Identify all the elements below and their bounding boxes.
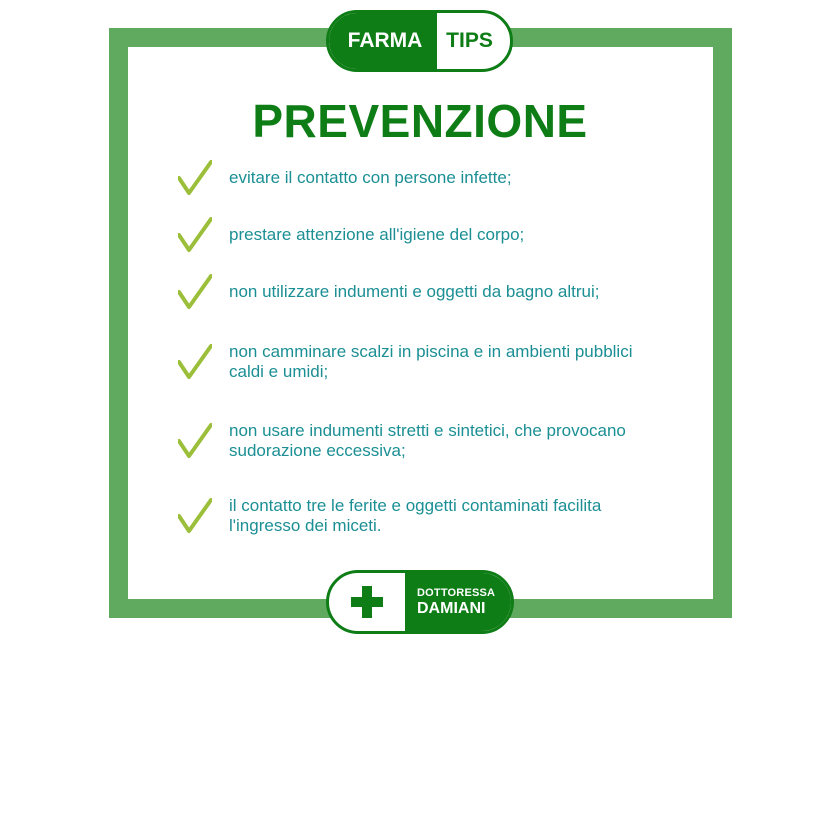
check-icon [178, 344, 212, 380]
check-icon [178, 217, 212, 253]
logo-tips-label: TIPS [446, 29, 493, 52]
tip-item [178, 274, 648, 310]
check-icon [178, 274, 212, 310]
tip-item [178, 217, 648, 253]
farma-tips-logo [326, 10, 513, 72]
tip-item [178, 342, 648, 382]
doctor-surname: DAMIANI [417, 599, 486, 617]
logo-farma-label: FARMA [329, 13, 437, 69]
plus-icon-shape [349, 584, 385, 620]
tip-item [178, 496, 648, 536]
tip-text: evitare il contatto con persone infette; [229, 168, 512, 187]
tip-item [178, 421, 648, 461]
check-icon [178, 160, 212, 196]
tip-item [178, 160, 648, 196]
plus-icon [329, 573, 405, 631]
tip-text: non utilizzare indumenti e oggetti da bagno altrui; [229, 282, 600, 301]
tip-text: il contatto tre le ferite e oggetti contaminati facilita l'ingresso dei miceti. [229, 496, 602, 535]
check-icon [178, 423, 212, 459]
doctor-name-block [405, 573, 511, 631]
check-icon [178, 498, 212, 534]
tip-text: prestare attenzione all'igiene del corpo; [229, 225, 525, 244]
page-title: PREVENZIONE [252, 95, 588, 147]
tip-text: non usare indumenti stretti e sintetici, che provocano sudorazione eccessiva; [229, 421, 626, 460]
dottoressa-damiani-logo [326, 570, 514, 634]
tip-text: non camminare scalzi in piscina e in ambienti pubblici caldi e umidi; [229, 342, 633, 381]
doctor-title: DOTTORESSA [417, 586, 496, 599]
